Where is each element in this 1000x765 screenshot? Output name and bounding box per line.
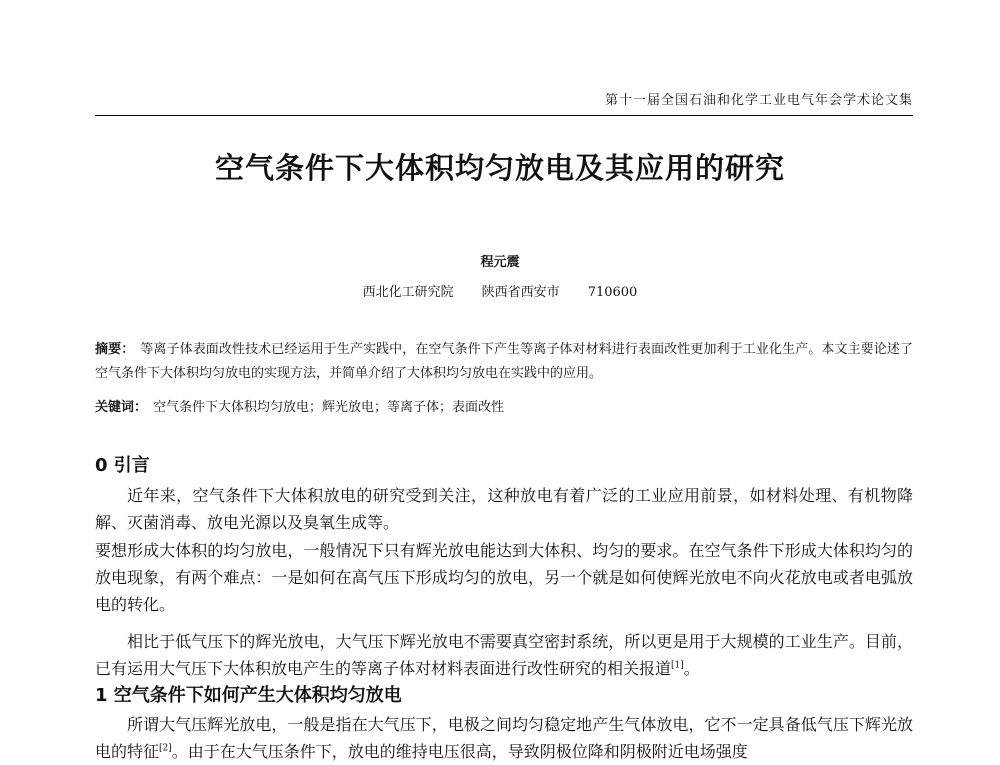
citation-ref-1: [1] (671, 660, 684, 671)
keywords-text: 空气条件下大体积均匀放电；辉光放电；等离子体；表面改性 (153, 400, 505, 415)
header-rule (95, 115, 913, 116)
section-heading-1: 1 空气条件下如何产生大体积均匀放电 (95, 685, 402, 706)
citation-ref-2: [2] (159, 743, 172, 754)
intro-paragraph-2: 要想形成大体积的均匀放电，一般情况下只有辉光放电能达到大体积、均匀的要求。在空气条件下形成大体积均匀的放电现象，有两个难点：一是如何在高气压下形成均匀的放电，另一个就是如何使辉光放电不向火花放电或者电弧放电的转化。 (95, 541, 913, 614)
abstract (95, 338, 913, 386)
journal-header: 第十一届全国石油和化学工业电气年会学术论文集 (604, 93, 913, 108)
keywords-label: 关键词： (95, 400, 148, 415)
affiliation-postcode: 710600 (587, 285, 638, 300)
intro-paragraph-3-end: 。 (683, 659, 700, 678)
affiliation (0, 284, 1000, 302)
paper-title: 空气条件下大体积均匀放电及其应用的研究 (214, 151, 785, 185)
affiliation-institute: 西北化工研究院 (362, 285, 454, 300)
affiliation-location: 陕西省西安市 (481, 285, 560, 300)
intro-paragraph-3-text: 相比于低气压下的辉光放电，大气压下辉光放电不需要真空密封系统，所以更是用于大规模的工业生产。目前，已有运用大气压下大体积放电产生的等离子体对材料表面进行改性研究的相关报道 (95, 632, 913, 678)
section1-paragraph-1 (95, 711, 913, 765)
section1-paragraph-1-cont: 。由于在大气压条件下，放电的维持电压很高，导致阴极位降和阴极附近电场强度 (171, 742, 748, 761)
section1-paragraph-1-text: 所谓大气压辉光放电，一般是指在大气压下，电极之间均匀稳定地产生气体放电，它不一定具备低气压下辉光放电的特征 (95, 715, 913, 761)
author: 程元震 (480, 255, 520, 270)
intro-paragraph-3 (95, 628, 913, 682)
section-heading-intro: 0 引言 (95, 455, 150, 476)
abstract-label: 摘要： (95, 342, 135, 357)
intro-paragraph-1: 近年来，空气条件下大体积放电的研究受到关注，这种放电有着广泛的工业应用前景，如材料处理、有机物降解、灭菌消毒、放电光源以及臭氧生成等。 (95, 486, 913, 532)
abstract-text: 等离子体表面改性技术已经运用于生产实践中，在空气条件下产生等离子体对材料进行表面改性更加利于工业化生产。本文主要论述了空气条件下大体积均匀放电的实现方法，并简单介绍了大体积均匀放电在实践中的应用。 (95, 342, 913, 381)
keywords (95, 398, 913, 418)
